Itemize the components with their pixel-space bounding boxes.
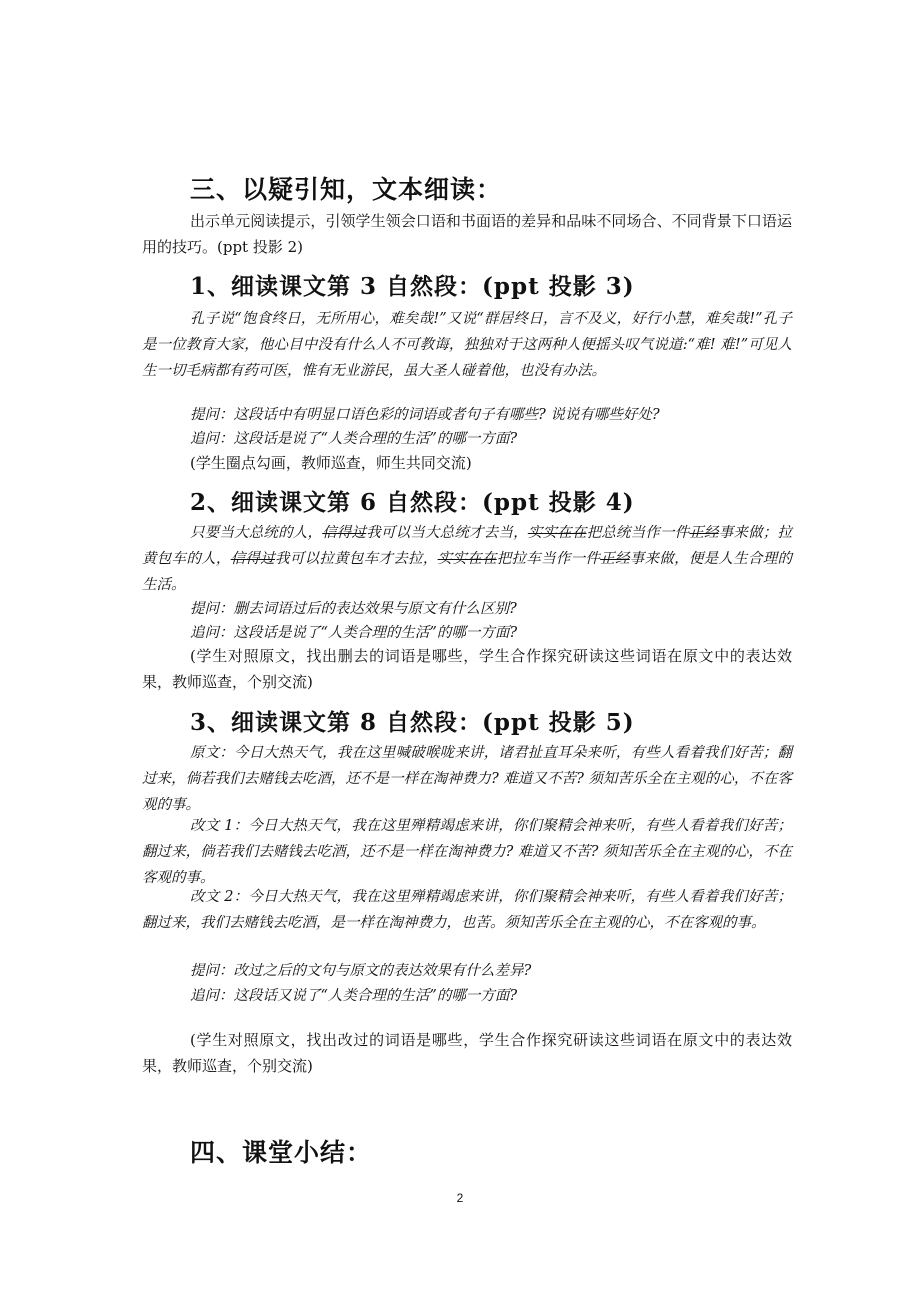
text-segment: 把总统当作一件 bbox=[586, 525, 690, 541]
part2-text bbox=[142, 520, 792, 598]
page-number: 2 bbox=[456, 1191, 464, 1205]
part2-note: (学生对照原文，找出删去的词语是哪些，学生合作探究研读这些词语在原文中的表达效果，教师巡查，个别交流) bbox=[142, 647, 792, 691]
section3-heading: 三、以疑引知，文本细读： bbox=[190, 175, 503, 204]
part1-note: (学生圈点勾画，教师巡查，师生共同交流) bbox=[190, 454, 472, 472]
section4-heading: 四、课堂小结： bbox=[190, 1138, 373, 1167]
part2-heading: 2、细读课文第 6 自然段：(ppt 投影 4) bbox=[190, 489, 635, 516]
part3-question: 提问：改过之后的文句与原文的表达效果有什么差异? bbox=[190, 963, 532, 979]
part3-rewrite1: 改文 1：今日大热天气，我在这里殚精竭虑来讲，你们聚精会神来听，有些人看着我们好苦；翻过来，倘若我们去赌钱去吃酒，还不是一样在淘神费力? 难道又不苦? 须知苦乐全在主观的心，不在客观的事。 bbox=[142, 818, 792, 886]
text-segment: 事来做，便是人生合理的生活。 bbox=[142, 551, 793, 593]
struck-word: 信得过 bbox=[322, 525, 367, 541]
part1-followup: 追问：这段话是说了“人类合理的生活”的哪一方面? bbox=[190, 431, 518, 447]
text-segment: 事来做；拉黄包车的人， bbox=[142, 525, 792, 567]
struck-word: 实实在在 bbox=[437, 551, 497, 567]
struck-word: 信得过 bbox=[230, 551, 276, 567]
text-segment: 我可以拉黄包车才去拉， bbox=[275, 551, 438, 567]
part3-heading: 3、细读课文第 8 自然段：(ppt 投影 5) bbox=[190, 709, 635, 736]
part3-original: 原文：今日大热天气，我在这里喊破喉咙来讲，诸君扯直耳朵来听，有些人看着我们好苦；翻过来，倘若我们去赌钱去吃酒，还不是一样在淘神费力? 难道又不苦? 须知苦乐全在主观的心，不在客观的事。 bbox=[142, 745, 792, 813]
text-segment: 把拉车当作一件 bbox=[496, 551, 601, 567]
text-segment: 我可以当大总统才去当， bbox=[366, 525, 528, 541]
part3-followup: 追问：这段话又说了“人类合理的生活”的哪一方面? bbox=[190, 988, 518, 1004]
text-segment: 只要当大总统的人， bbox=[190, 525, 323, 541]
part3-rewrite2: 改文 2：今日大热天气，我在这里殚精竭虑来讲，你们聚精会神来听，有些人看着我们好苦；翻过来，我们去赌钱去吃酒，是一样在淘神费力，也苦。须知苦乐全在主观的心，不在客观的事。 bbox=[142, 889, 792, 931]
part2-followup: 追问：这段话是说了“人类合理的生活”的哪一方面? bbox=[190, 625, 518, 641]
part1-text: 孔子说“饱食终日，无所用心，难矣哉!”又说“群居终日，言不及义，好行小慧，难矣哉!”孔子是一位教育大家，他心目中没有什么人不可教诲，独独对于这两种人便摇头叹气说道:“难! 难!”可见人生一切毛病都有药可医，惟有无业游民，虽大圣人碰着他，也没有办法。 bbox=[142, 311, 792, 379]
part2-question: 提问：删去词语过后的表达效果与原文有什么区别? bbox=[190, 601, 517, 617]
part1-question: 提问：这段话中有明显口语色彩的词语或者句子有哪些? 说说有哪些好处? bbox=[190, 407, 660, 423]
part3-note: (学生对照原文，找出改过的词语是哪些，学生合作探究研读这些词语在原文中的表达效果，教师巡查，个别交流) bbox=[142, 1031, 792, 1075]
struck-word: 正经 bbox=[600, 551, 630, 567]
struck-word: 实实在在 bbox=[527, 525, 587, 541]
part1-heading: 1、细读课文第 3 自然段：(ppt 投影 3) bbox=[190, 273, 635, 300]
struck-word: 正经 bbox=[689, 525, 719, 541]
section3-intro: 出示单元阅读提示，引领学生领会口语和书面语的差异和品味不同场合、不同背景下口语运用的技巧。(ppt 投影 2) bbox=[142, 212, 792, 256]
